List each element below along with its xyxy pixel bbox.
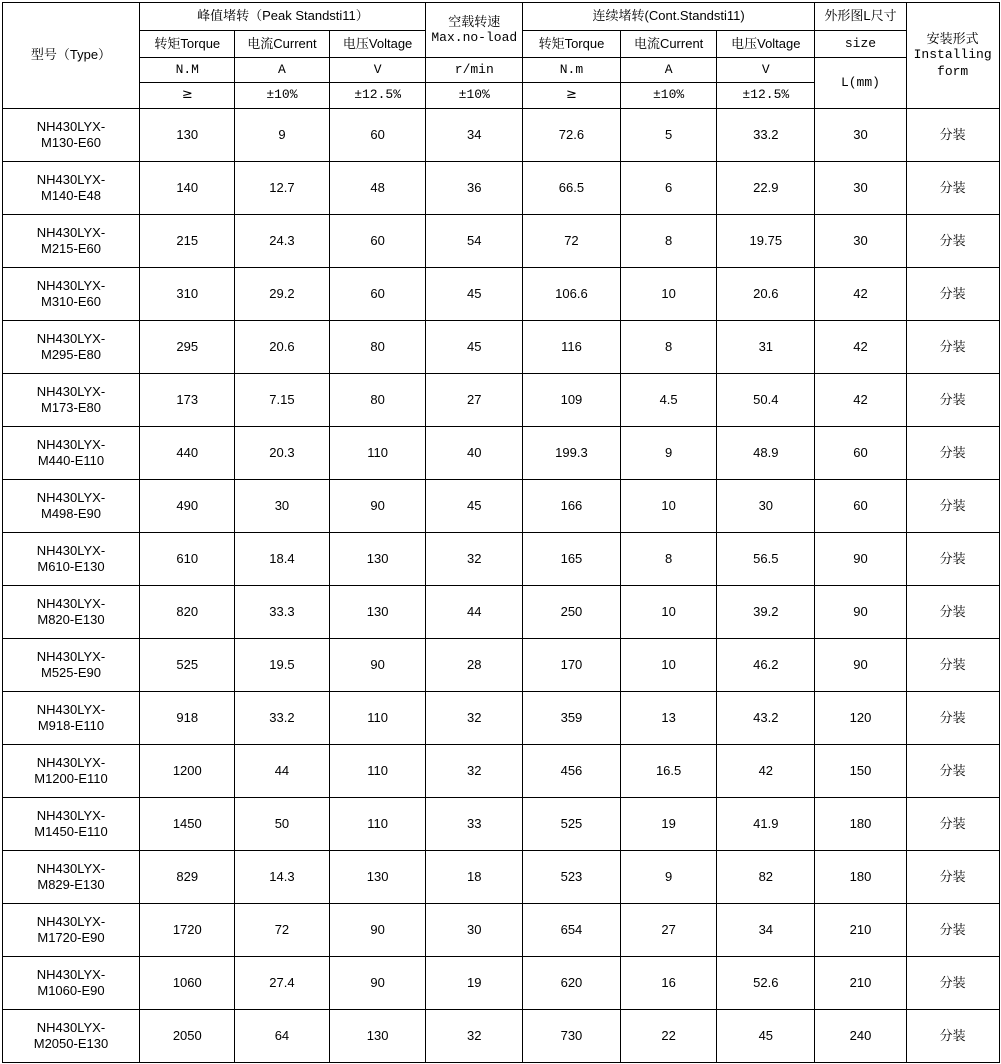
cell-peak-torque: 173 (140, 374, 235, 427)
cell-cont-current: 4.5 (620, 374, 717, 427)
tol-peak-current: ±10% (235, 83, 330, 109)
cell-cont-voltage: 50.4 (717, 374, 815, 427)
cell-cont-torque: 523 (523, 851, 621, 904)
cell-cont-torque: 166 (523, 480, 621, 533)
cell-peak-current: 50 (235, 798, 330, 851)
cell-cont-torque: 199.3 (523, 427, 621, 480)
cell-peak-torque: 1060 (140, 957, 235, 1010)
unit-no-load: r/min (426, 58, 523, 83)
header-group-no-load-line2: Max.no-load (431, 30, 518, 45)
cell-install: 分装 (906, 798, 999, 851)
cell-type-line: M525-E90 (40, 665, 101, 680)
cell-peak-current: 72 (235, 904, 330, 957)
cell-size-l: 150 (815, 745, 907, 798)
cell-peak-voltage: 90 (329, 639, 426, 692)
cell-type (2, 268, 140, 321)
cell-type (2, 904, 140, 957)
cell-type-line: NH430LYX- (36, 224, 106, 240)
cell-peak-torque: 1450 (140, 798, 235, 851)
cell-type-line: M310-E60 (40, 294, 101, 309)
cell-cont-voltage: 42 (717, 745, 815, 798)
cell-cont-current: 22 (620, 1010, 717, 1063)
cell-type-line: NH430LYX- (36, 966, 106, 982)
cell-type-line: M295-E80 (40, 347, 101, 362)
cell-type (2, 851, 140, 904)
cell-no-load: 27 (426, 374, 523, 427)
header-type: 型号（Type） (2, 3, 140, 109)
cell-peak-current: 29.2 (235, 268, 330, 321)
cell-peak-current: 30 (235, 480, 330, 533)
table-row (2, 215, 999, 268)
cell-no-load: 45 (426, 321, 523, 374)
cell-size-l: 90 (815, 533, 907, 586)
cell-cont-current: 19 (620, 798, 717, 851)
header-group-no-load (426, 3, 523, 58)
cell-peak-current: 12.7 (235, 162, 330, 215)
cell-peak-current: 33.3 (235, 586, 330, 639)
table-row (2, 321, 999, 374)
cell-peak-voltage: 110 (329, 798, 426, 851)
cell-install: 分装 (906, 745, 999, 798)
cell-type-line: NH430LYX- (36, 913, 106, 929)
cell-size-l: 30 (815, 162, 907, 215)
cell-size-l: 210 (815, 904, 907, 957)
cell-peak-voltage: 60 (329, 215, 426, 268)
table-row (2, 533, 999, 586)
cell-peak-current: 20.3 (235, 427, 330, 480)
cell-install: 分装 (906, 586, 999, 639)
table-row (2, 109, 999, 162)
cell-type-line: NH430LYX- (36, 860, 106, 876)
tol-peak-voltage: ±12.5% (329, 83, 426, 109)
unit-size-l: L(mm) (815, 58, 907, 109)
cell-peak-torque: 1720 (140, 904, 235, 957)
cell-type (2, 586, 140, 639)
cell-peak-voltage: 130 (329, 1010, 426, 1063)
cell-type-line: M498-E90 (40, 506, 101, 521)
tol-no-load: ±10% (426, 83, 523, 109)
cell-cont-torque: 165 (523, 533, 621, 586)
cell-type-line: M1720-E90 (37, 930, 105, 945)
cell-type-line: NH430LYX- (36, 118, 106, 134)
cell-type-line: M2050-E130 (33, 1036, 109, 1051)
cell-no-load: 45 (426, 268, 523, 321)
cell-cont-torque: 359 (523, 692, 621, 745)
tol-cont-torque: ≥ (523, 83, 621, 109)
table-body (2, 109, 999, 1063)
cell-type-line: NH430LYX- (36, 542, 106, 558)
table-header (2, 3, 999, 109)
cell-install: 分装 (906, 427, 999, 480)
cell-cont-torque: 109 (523, 374, 621, 427)
cell-no-load: 28 (426, 639, 523, 692)
cell-cont-torque: 525 (523, 798, 621, 851)
cell-type-line: M1060-E90 (37, 983, 105, 998)
cell-cont-voltage: 39.2 (717, 586, 815, 639)
cell-peak-current: 18.4 (235, 533, 330, 586)
cell-cont-voltage: 82 (717, 851, 815, 904)
cell-install: 分装 (906, 851, 999, 904)
cell-type-line: M820-E130 (37, 612, 105, 627)
cell-type (2, 374, 140, 427)
cell-install: 分装 (906, 321, 999, 374)
cell-type-line: M610-E130 (37, 559, 105, 574)
cell-install: 分装 (906, 374, 999, 427)
unit-cont-current: A (620, 58, 717, 83)
table-row (2, 904, 999, 957)
cell-install: 分装 (906, 109, 999, 162)
cell-size-l: 180 (815, 851, 907, 904)
cell-cont-current: 10 (620, 268, 717, 321)
cell-peak-voltage: 130 (329, 586, 426, 639)
cell-cont-current: 10 (620, 586, 717, 639)
unit-peak-voltage: V (329, 58, 426, 83)
cell-peak-current: 64 (235, 1010, 330, 1063)
cell-type (2, 745, 140, 798)
cell-install: 分装 (906, 533, 999, 586)
cell-type-line: M140-E48 (40, 188, 101, 203)
cell-cont-torque: 620 (523, 957, 621, 1010)
cell-install: 分装 (906, 957, 999, 1010)
cell-no-load: 54 (426, 215, 523, 268)
cell-type-line: NH430LYX- (36, 1019, 106, 1035)
cell-peak-torque: 140 (140, 162, 235, 215)
table-row (2, 692, 999, 745)
cell-cont-voltage: 45 (717, 1010, 815, 1063)
cell-peak-current: 19.5 (235, 639, 330, 692)
cell-type-line: NH430LYX- (36, 701, 106, 717)
cell-type-line: NH430LYX- (36, 754, 106, 770)
cell-peak-current: 27.4 (235, 957, 330, 1010)
cell-peak-voltage: 60 (329, 109, 426, 162)
cell-peak-voltage: 130 (329, 533, 426, 586)
cell-type (2, 957, 140, 1010)
cell-size-l: 210 (815, 957, 907, 1010)
cell-cont-torque: 106.6 (523, 268, 621, 321)
header-cont-torque: 转矩Torque (523, 31, 621, 58)
header-peak-current: 电流Current (235, 31, 330, 58)
cell-type (2, 215, 140, 268)
cell-type-line: M829-E130 (37, 877, 105, 892)
cell-size-l: 60 (815, 427, 907, 480)
cell-peak-voltage: 90 (329, 904, 426, 957)
cell-no-load: 18 (426, 851, 523, 904)
cell-no-load: 32 (426, 533, 523, 586)
cell-peak-current: 14.3 (235, 851, 330, 904)
cell-peak-torque: 310 (140, 268, 235, 321)
cell-peak-voltage: 110 (329, 745, 426, 798)
cell-type (2, 692, 140, 745)
cell-peak-torque: 440 (140, 427, 235, 480)
unit-peak-torque: N.M (140, 58, 235, 83)
cell-type (2, 162, 140, 215)
cell-type-line: M918-E110 (37, 718, 105, 733)
table-row (2, 957, 999, 1010)
cell-type-line: NH430LYX- (36, 489, 106, 505)
header-group-outline-l: 外形图L尺寸 (815, 3, 907, 31)
cell-type (2, 533, 140, 586)
cell-cont-voltage: 34 (717, 904, 815, 957)
cell-cont-current: 6 (620, 162, 717, 215)
table-row (2, 851, 999, 904)
cell-no-load: 36 (426, 162, 523, 215)
cell-cont-torque: 170 (523, 639, 621, 692)
table-row (2, 268, 999, 321)
cell-cont-voltage: 31 (717, 321, 815, 374)
cell-install: 分装 (906, 692, 999, 745)
cell-peak-torque: 215 (140, 215, 235, 268)
cell-type (2, 1010, 140, 1063)
cell-cont-torque: 730 (523, 1010, 621, 1063)
cell-type-line: M215-E60 (40, 241, 101, 256)
cell-no-load: 45 (426, 480, 523, 533)
cell-cont-current: 8 (620, 215, 717, 268)
cell-cont-torque: 456 (523, 745, 621, 798)
header-install-line2: Installing (913, 47, 992, 63)
cell-type-line: NH430LYX- (36, 807, 106, 823)
cell-cont-current: 27 (620, 904, 717, 957)
table-row (2, 639, 999, 692)
cell-peak-current: 9 (235, 109, 330, 162)
cell-cont-voltage: 48.9 (717, 427, 815, 480)
cell-no-load: 32 (426, 745, 523, 798)
header-install-line1: 安装形式 (926, 31, 979, 47)
cell-size-l: 42 (815, 374, 907, 427)
cell-cont-current: 9 (620, 851, 717, 904)
cell-cont-voltage: 20.6 (717, 268, 815, 321)
cell-no-load: 32 (426, 692, 523, 745)
cell-type-line: M1200-E110 (34, 771, 108, 786)
cell-size-l: 90 (815, 639, 907, 692)
header-group-peak: 峰值堵转（Peak Standsti11） (140, 3, 426, 31)
table-row (2, 162, 999, 215)
cell-cont-voltage: 30 (717, 480, 815, 533)
header-group-no-load-line1: 空载转速 (448, 13, 501, 29)
cell-peak-voltage: 110 (329, 427, 426, 480)
cell-peak-current: 7.15 (235, 374, 330, 427)
cell-peak-current: 44 (235, 745, 330, 798)
cell-cont-voltage: 19.75 (717, 215, 815, 268)
table-row (2, 427, 999, 480)
cell-cont-voltage: 56.5 (717, 533, 815, 586)
cell-cont-current: 16 (620, 957, 717, 1010)
cell-type (2, 798, 140, 851)
cell-cont-current: 9 (620, 427, 717, 480)
cell-peak-torque: 610 (140, 533, 235, 586)
table-row (2, 745, 999, 798)
tol-cont-voltage: ±12.5% (717, 83, 815, 109)
cell-peak-voltage: 80 (329, 374, 426, 427)
table-row (2, 480, 999, 533)
cell-cont-voltage: 46.2 (717, 639, 815, 692)
cell-cont-torque: 66.5 (523, 162, 621, 215)
cell-peak-torque: 130 (140, 109, 235, 162)
cell-cont-current: 8 (620, 321, 717, 374)
cell-peak-current: 20.6 (235, 321, 330, 374)
cell-cont-torque: 72 (523, 215, 621, 268)
cell-size-l: 240 (815, 1010, 907, 1063)
cell-no-load: 34 (426, 109, 523, 162)
cell-peak-torque: 820 (140, 586, 235, 639)
cell-size-l: 90 (815, 586, 907, 639)
cell-install: 分装 (906, 268, 999, 321)
table-row (2, 1010, 999, 1063)
tol-peak-torque: ≥ (140, 83, 235, 109)
header-size: size (815, 31, 907, 58)
header-row-groups (2, 3, 999, 31)
cell-cont-torque: 116 (523, 321, 621, 374)
cell-cont-current: 5 (620, 109, 717, 162)
cell-cont-current: 8 (620, 533, 717, 586)
cell-peak-voltage: 110 (329, 692, 426, 745)
cell-size-l: 30 (815, 109, 907, 162)
cell-type-line: NH430LYX- (36, 436, 106, 452)
cell-type-line: NH430LYX- (36, 595, 106, 611)
header-install-line3: form (937, 63, 969, 79)
cell-size-l: 120 (815, 692, 907, 745)
cell-peak-torque: 829 (140, 851, 235, 904)
header-peak-torque: 转矩Torque (140, 31, 235, 58)
cell-install: 分装 (906, 215, 999, 268)
cell-type-line: NH430LYX- (36, 383, 106, 399)
cell-cont-voltage: 41.9 (717, 798, 815, 851)
cell-size-l: 60 (815, 480, 907, 533)
cell-peak-torque: 918 (140, 692, 235, 745)
cell-cont-torque: 72.6 (523, 109, 621, 162)
unit-peak-current: A (235, 58, 330, 83)
cell-cont-voltage: 33.2 (717, 109, 815, 162)
cell-cont-torque: 250 (523, 586, 621, 639)
cell-no-load: 32 (426, 1010, 523, 1063)
table-row (2, 586, 999, 639)
cell-install: 分装 (906, 480, 999, 533)
cell-type-line: M130-E60 (40, 135, 101, 150)
cell-peak-voltage: 80 (329, 321, 426, 374)
cell-cont-torque: 654 (523, 904, 621, 957)
cell-type-line: NH430LYX- (36, 648, 106, 664)
cell-peak-torque: 1200 (140, 745, 235, 798)
header-row-units (2, 58, 999, 83)
cell-peak-torque: 295 (140, 321, 235, 374)
motor-spec-table (2, 2, 1000, 1063)
cell-peak-voltage: 60 (329, 268, 426, 321)
cell-type (2, 480, 140, 533)
cell-type-line: NH430LYX- (36, 330, 106, 346)
cell-peak-torque: 490 (140, 480, 235, 533)
header-cont-current: 电流Current (620, 31, 717, 58)
cell-install: 分装 (906, 162, 999, 215)
cell-cont-current: 10 (620, 639, 717, 692)
cell-install: 分装 (906, 904, 999, 957)
unit-cont-torque: N.m (523, 58, 621, 83)
cell-peak-voltage: 90 (329, 957, 426, 1010)
tol-cont-current: ±10% (620, 83, 717, 109)
cell-cont-voltage: 52.6 (717, 957, 815, 1010)
cell-peak-current: 24.3 (235, 215, 330, 268)
cell-type-line: NH430LYX- (36, 277, 106, 293)
cell-peak-voltage: 130 (329, 851, 426, 904)
cell-type-line: M440-E110 (37, 453, 105, 468)
cell-type (2, 427, 140, 480)
cell-size-l: 180 (815, 798, 907, 851)
cell-size-l: 30 (815, 215, 907, 268)
cell-type-line: NH430LYX- (36, 171, 106, 187)
unit-cont-voltage: V (717, 58, 815, 83)
cell-cont-voltage: 43.2 (717, 692, 815, 745)
header-group-install (906, 3, 999, 109)
cell-peak-torque: 2050 (140, 1010, 235, 1063)
cell-size-l: 42 (815, 321, 907, 374)
cell-type-line: M1450-E110 (34, 824, 108, 839)
cell-peak-torque: 525 (140, 639, 235, 692)
table-row (2, 374, 999, 427)
cell-peak-current: 33.2 (235, 692, 330, 745)
cell-no-load: 44 (426, 586, 523, 639)
cell-no-load: 30 (426, 904, 523, 957)
cell-cont-current: 10 (620, 480, 717, 533)
cell-cont-voltage: 22.9 (717, 162, 815, 215)
cell-size-l: 42 (815, 268, 907, 321)
cell-cont-current: 16.5 (620, 745, 717, 798)
cell-no-load: 19 (426, 957, 523, 1010)
cell-type-line: M173-E80 (40, 400, 101, 415)
cell-cont-current: 13 (620, 692, 717, 745)
cell-type (2, 639, 140, 692)
cell-peak-voltage: 48 (329, 162, 426, 215)
cell-install: 分装 (906, 1010, 999, 1063)
header-group-cont: 连续堵转(Cont.Standsti11) (523, 3, 815, 31)
cell-install: 分装 (906, 639, 999, 692)
header-peak-voltage: 电压Voltage (329, 31, 426, 58)
table-row (2, 798, 999, 851)
cell-type (2, 321, 140, 374)
cell-no-load: 40 (426, 427, 523, 480)
header-cont-voltage: 电压Voltage (717, 31, 815, 58)
cell-peak-voltage: 90 (329, 480, 426, 533)
cell-no-load: 33 (426, 798, 523, 851)
cell-type (2, 109, 140, 162)
